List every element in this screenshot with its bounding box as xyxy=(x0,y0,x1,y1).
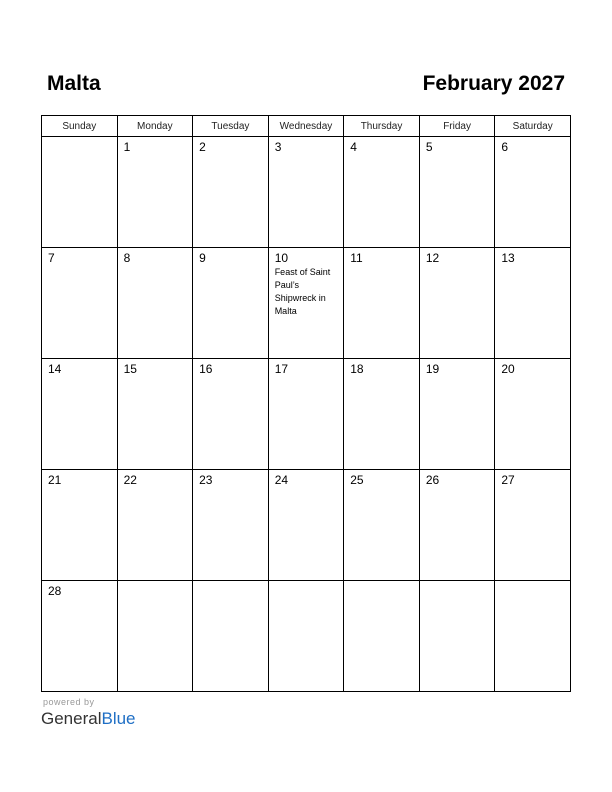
weekday-header-row xyxy=(42,116,571,137)
day-number: 28 xyxy=(48,584,62,598)
footer-branding xyxy=(41,697,136,729)
weekday-friday: Friday xyxy=(419,116,495,137)
day-cell xyxy=(193,248,269,359)
day-number xyxy=(42,137,117,140)
day-number xyxy=(193,581,268,584)
day-number: 9 xyxy=(199,251,206,265)
day-number: 17 xyxy=(274,362,289,376)
day-cell xyxy=(344,359,420,470)
calendar-table xyxy=(41,115,571,692)
day-number: 11 xyxy=(350,251,363,265)
day-number xyxy=(420,581,495,584)
day-cell xyxy=(268,248,344,359)
day-cell xyxy=(344,248,420,359)
day-number: 10 xyxy=(274,251,289,265)
day-cell xyxy=(268,137,344,248)
day-cell xyxy=(495,137,571,248)
day-number: 22 xyxy=(123,473,137,487)
weekday-sunday: Sunday xyxy=(42,116,118,137)
day-number: 16 xyxy=(199,362,213,376)
day-cell xyxy=(117,137,193,248)
day-number: 8 xyxy=(123,251,131,265)
day-cell xyxy=(193,137,269,248)
brand-name-general: General xyxy=(41,709,102,728)
day-cell xyxy=(117,470,193,581)
week-row-1 xyxy=(42,137,571,248)
day-cell xyxy=(42,581,118,692)
day-cell xyxy=(193,470,269,581)
day-cell xyxy=(419,470,495,581)
brand-name-blue: Blue xyxy=(101,709,136,728)
day-cell xyxy=(42,359,118,470)
day-number: 5 xyxy=(425,140,433,154)
day-number xyxy=(269,581,344,584)
week-row-2 xyxy=(42,248,571,359)
day-cell xyxy=(495,248,571,359)
day-number: 15 xyxy=(123,362,137,376)
day-number: 12 xyxy=(425,251,440,265)
day-cell xyxy=(268,581,344,692)
day-cell xyxy=(419,359,495,470)
day-number: 6 xyxy=(501,140,509,154)
day-cell xyxy=(344,137,420,248)
day-cell xyxy=(344,581,420,692)
day-number: 4 xyxy=(350,140,357,154)
day-cell xyxy=(117,248,193,359)
weekday-tuesday: Tuesday xyxy=(193,116,269,137)
month-year-title: February 2027 xyxy=(422,72,565,95)
day-number: 7 xyxy=(48,251,55,265)
day-cell xyxy=(419,248,495,359)
day-cell xyxy=(42,248,118,359)
day-number: 18 xyxy=(350,362,364,376)
calendar-grid xyxy=(41,115,571,689)
country-title: Malta xyxy=(47,72,101,95)
day-number: 23 xyxy=(199,473,213,487)
day-cell xyxy=(344,470,420,581)
day-cell xyxy=(193,359,269,470)
week-row-4 xyxy=(42,470,571,581)
day-cell xyxy=(495,470,571,581)
weekday-thursday: Thursday xyxy=(344,116,420,137)
day-cell xyxy=(419,581,495,692)
day-cell xyxy=(42,470,118,581)
day-number: 14 xyxy=(48,362,62,376)
day-cell xyxy=(268,470,344,581)
week-row-3 xyxy=(42,359,571,470)
day-number: 25 xyxy=(350,473,364,487)
day-cell xyxy=(419,137,495,248)
day-number: 20 xyxy=(501,362,515,376)
brand-logo[interactable] xyxy=(41,709,136,729)
holiday-label: Feast of Saint Paul’s Shipwreck in Malta xyxy=(274,267,331,316)
powered-by-text: powered by xyxy=(43,697,95,707)
day-cell xyxy=(193,581,269,692)
day-cell xyxy=(268,359,344,470)
week-row-5 xyxy=(42,581,571,692)
day-cell xyxy=(42,137,118,248)
day-number: 21 xyxy=(48,473,62,487)
day-number: 19 xyxy=(425,362,440,376)
day-number: 24 xyxy=(274,473,289,487)
day-number: 27 xyxy=(501,473,515,487)
day-cell xyxy=(495,359,571,470)
weekday-saturday: Saturday xyxy=(495,116,571,137)
day-cell xyxy=(117,581,193,692)
weekday-wednesday: Wednesday xyxy=(268,116,344,137)
day-number: 2 xyxy=(199,140,206,154)
day-number: 13 xyxy=(501,251,515,265)
day-number: 26 xyxy=(425,473,440,487)
day-number: 3 xyxy=(274,140,282,154)
day-number: 1 xyxy=(123,140,131,154)
day-number xyxy=(118,581,193,584)
day-cell xyxy=(117,359,193,470)
day-cell xyxy=(495,581,571,692)
day-number xyxy=(495,581,570,584)
day-number xyxy=(344,581,419,584)
weekday-monday: Monday xyxy=(117,116,193,137)
